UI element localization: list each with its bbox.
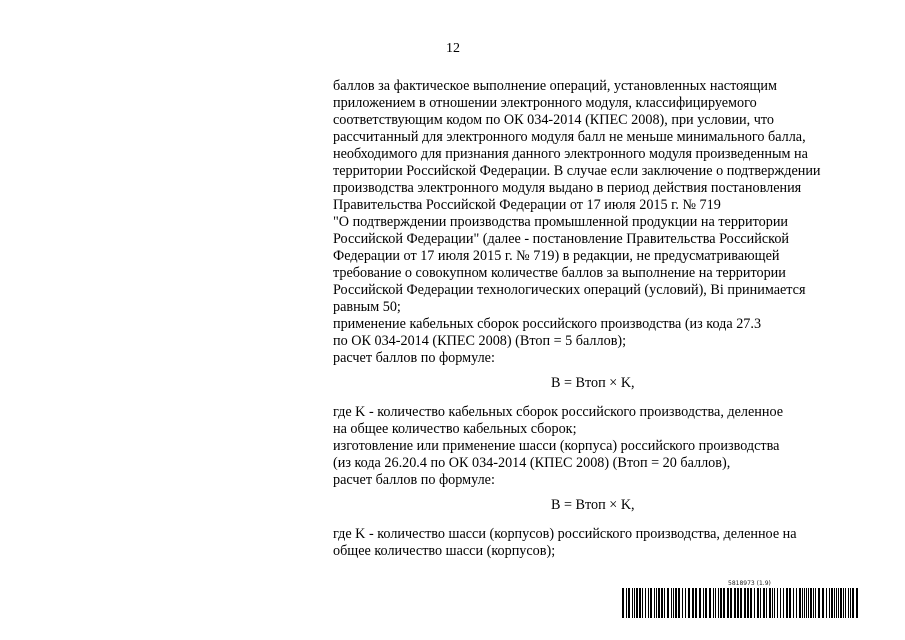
document-body — [333, 78, 853, 560]
text-line: общее количество шасси (корпусов); — [333, 543, 556, 559]
barcode-number: 5818973 (1.9) — [728, 580, 771, 587]
text-line: баллов за фактическое выполнение операций, установленных настоящим — [333, 78, 777, 94]
page-number: 12 — [446, 41, 460, 56]
text-line: необходимого для признания данного электронного модуля произведенным на — [333, 146, 808, 162]
text-line: на общее количество кабельных сборок; — [333, 421, 577, 437]
formula-1: B = Bтоп × K, — [551, 375, 635, 391]
barcode-block — [622, 580, 860, 618]
text-line: (из кода 26.20.4 по ОК 034-2014 (КПЕС 2008) (Bтоп = 20 баллов), — [333, 455, 731, 471]
text-line: производства электронного модуля выдано в период действия постановления — [333, 180, 802, 196]
formula-2: B = Bтоп × K, — [551, 497, 635, 513]
text-line: где K - количество кабельных сборок российского производства, деленное — [333, 404, 784, 420]
text-line: Российской Федерации технологических операций (условий), Bi принимается — [333, 282, 806, 298]
text-line: Федерации от 17 июля 2015 г. № 719) в редакции, не предусматривающей — [333, 248, 780, 264]
text-line: рассчитанный для электронного модуля балл не меньше минимального балла, — [333, 129, 806, 145]
text-line: "О подтверждении производства промышленной продукции на территории — [333, 214, 789, 230]
text-line: равным 50; — [333, 299, 401, 315]
text-line: Правительства Российской Федерации от 17 июля 2015 г. № 719 — [333, 197, 721, 213]
text-line: приложением в отношении электронного модуля, классифицируемого — [333, 95, 757, 111]
text-line: где K - количество шасси (корпусов) российского производства, деленное на — [333, 526, 797, 542]
text-line: территории Российской Федерации. В случае если заключение о подтверждении — [333, 163, 821, 179]
barcode-image — [622, 588, 860, 618]
text-line: требование о совокупном количестве баллов за выполнение на территории — [333, 265, 786, 281]
text-line: расчет баллов по формуле: — [333, 472, 495, 488]
text-line: изготовление или применение шасси (корпуса) российского производства — [333, 438, 780, 454]
text-line: применение кабельных сборок российского производства (из кода 27.3 — [333, 316, 762, 332]
text-line: по ОК 034-2014 (КПЕС 2008) (Bтоп = 5 баллов); — [333, 333, 627, 349]
text-line: соответствующим кодом по ОК 034-2014 (КПЕС 2008), при условии, что — [333, 112, 774, 128]
text-line: Российской Федерации" (далее - постановление Правительства Российской — [333, 231, 790, 247]
text-line: расчет баллов по формуле: — [333, 350, 495, 366]
